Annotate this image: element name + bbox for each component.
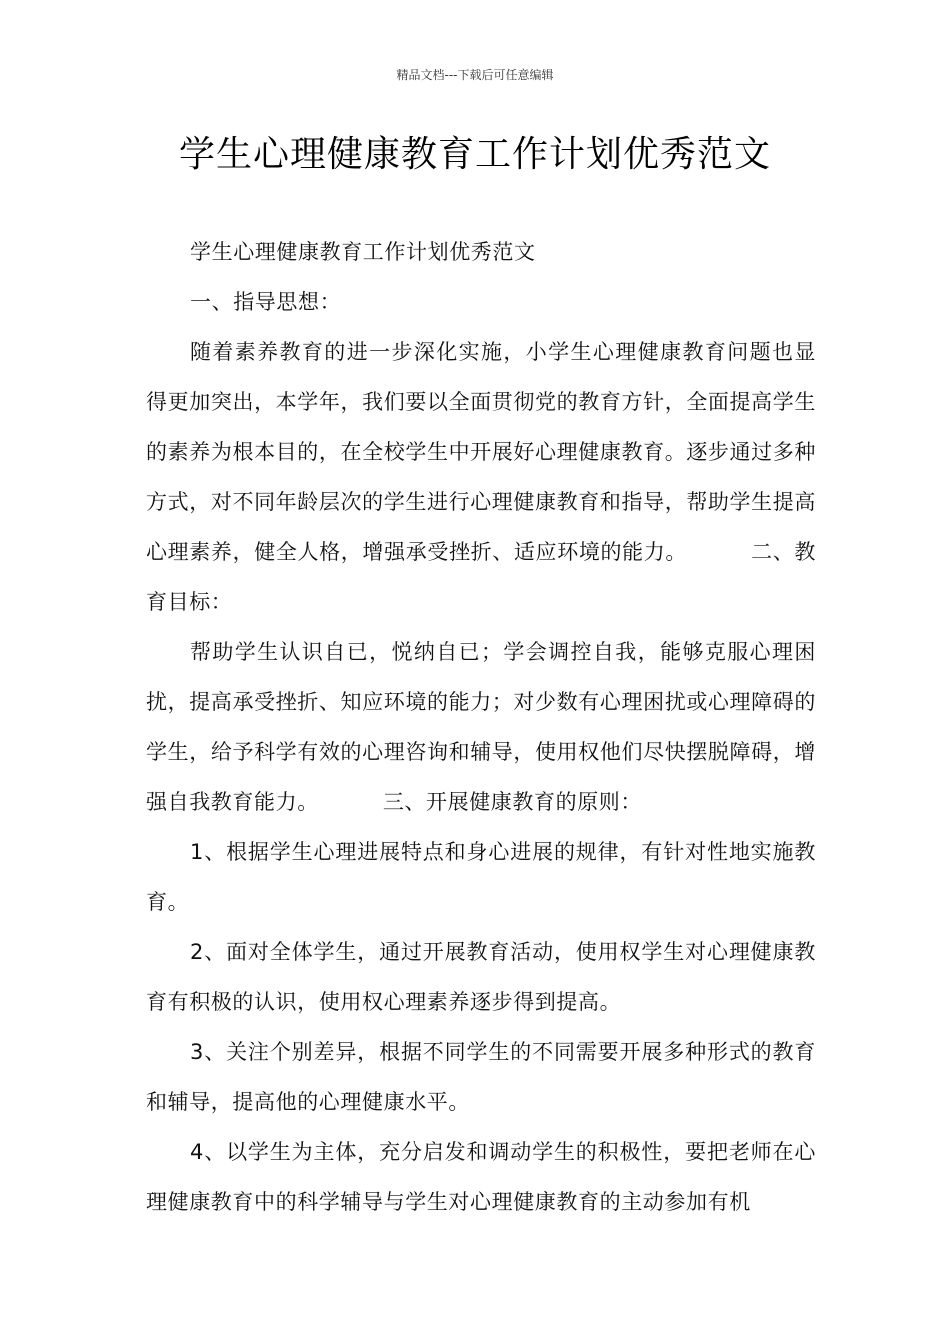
subtitle-paragraph [146, 227, 816, 277]
list-item-3: 3、关注个别差异，根据不同学生的不同需要开展多种形式的教育和辅导，提高他的心理健康水平。 [146, 1040, 816, 1114]
subtitle: 学生心理健康教育工作计划优秀范文 [190, 240, 536, 264]
section-heading-1: 一、指导思想： [190, 290, 342, 314]
section-heading-2: 二、教育目标： [146, 540, 816, 614]
page-header: 精品文档---下载后可任意编辑 [396, 68, 554, 82]
document-body [146, 227, 816, 1227]
paragraph-2: 帮助学生认识自已，悦纳自已；学会调控自我，能够克服心理困扰，提高承受挫折、知应环境的能力；对少数有心理困扰或心理障碍的学生，给予科学有效的心理咨询和辅导，使用权他们尽快摆脱障碍，增强自我教育能力。 三、开展健康教育的原则： [146, 640, 816, 814]
list-item-2: 2、面对全体学生，通过开展教育活动，使用权学生对心理健康教育有积极的认识，使用权心理素养逐步得到提高。 [146, 940, 816, 1014]
paragraph-1: 随着素养教育的进一步深化实施，小学生心理健康教育问题也显得更加突出，本学年，我们要以全面贯彻党的教育方针，全面提高学生的素养为根本目的，在全校学生中开展好心理健康教育。逐步通过多种方式，对不同年龄层次的学生进行心理健康教育和指导，帮助学生提高心理素养，健全人格，增强承受挫折、适应环境的能力。 二、教育目标： [146, 340, 816, 614]
list-item-4: 4、以学生为主体，充分启发和调动学生的积极性，要把老师在心理健康教育中的科学辅导与学生对心理健康教育的主动参加有机 [146, 1140, 816, 1214]
document-title: 学生心理健康教育工作计划优秀范文 [178, 134, 771, 175]
section-heading-3: 三、开展健康教育的原则： [382, 790, 643, 814]
list-item-1: 1、根据学生心理进展特点和身心进展的规律，有针对性地实施教育。 [146, 840, 816, 914]
